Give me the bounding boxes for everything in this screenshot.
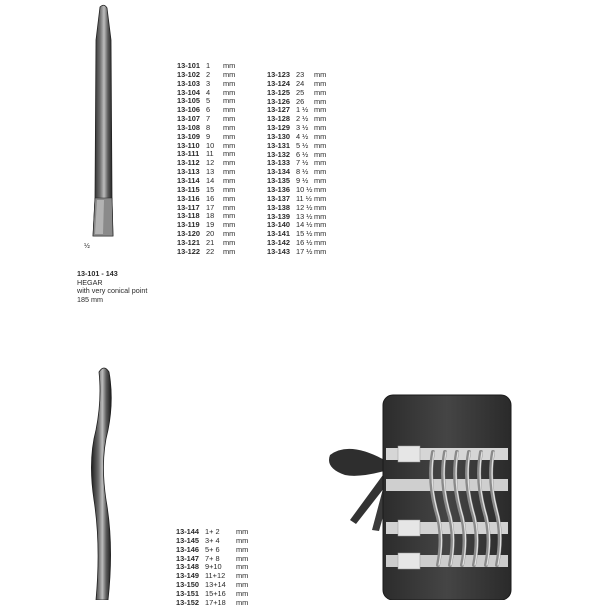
- cell-unit: mm: [314, 123, 327, 133]
- cell-size: 9: [206, 131, 211, 141]
- cell-size: 12: [206, 158, 215, 168]
- cell-unit: mm: [314, 229, 327, 239]
- cell-unit: mm: [223, 246, 236, 256]
- cell-size: 17 ½: [296, 246, 313, 256]
- hegar-dilator-image: [93, 5, 113, 236]
- cell-unit: mm: [223, 220, 236, 230]
- cell-unit: mm: [314, 96, 327, 106]
- cell-unit: mm: [223, 193, 236, 203]
- cell-code: 13-148: [176, 562, 200, 572]
- cell-size: 24: [296, 78, 305, 88]
- cell-unit: mm: [314, 193, 327, 203]
- cell-unit: mm: [314, 211, 327, 221]
- cell-code: 13-122: [177, 246, 201, 256]
- cell-code: 13-108: [177, 122, 201, 132]
- cell-code: 13-139: [267, 211, 291, 221]
- cell-size: 3 ½: [296, 123, 309, 133]
- cell-unit: mm: [236, 597, 249, 607]
- cell-size: 1 ½: [296, 105, 309, 115]
- cell-size: 13: [206, 167, 215, 177]
- cell-code: 13-141: [267, 229, 291, 239]
- cell-code: 13-134: [267, 167, 291, 177]
- cell-size: 1+ 2: [205, 527, 220, 536]
- cell-size: 19: [206, 220, 215, 230]
- cell-size: 23: [296, 70, 305, 79]
- cell-size: 8 ½: [296, 167, 309, 177]
- cell-code: 13-147: [176, 553, 200, 563]
- half-scale-mark: ½: [84, 243, 90, 250]
- cell-size: 15+16: [205, 588, 226, 598]
- cell-code: 13-150: [176, 580, 200, 590]
- cell-unit: mm: [314, 70, 327, 79]
- cell-unit: mm: [236, 553, 249, 563]
- cell-size: 11+12: [205, 571, 226, 581]
- cell-size: 21: [206, 237, 215, 247]
- product-caption: [77, 270, 147, 304]
- cell-unit: mm: [223, 78, 236, 88]
- cell-size: 13+14: [205, 580, 226, 590]
- cell-code: 13-105: [177, 96, 201, 106]
- cell-unit: mm: [223, 184, 236, 194]
- cell-unit: mm: [223, 131, 236, 141]
- cell-code: 13-126: [267, 96, 291, 106]
- cell-size: 5: [206, 96, 211, 106]
- cell-code: 13-146: [176, 544, 200, 554]
- cell-unit: mm: [314, 202, 327, 212]
- size-table-bottom: [176, 528, 250, 608]
- cell-code: 13-111: [177, 149, 200, 159]
- cell-unit: mm: [223, 158, 236, 168]
- cell-size: 2: [206, 69, 211, 79]
- cell-code: 13-113: [177, 167, 200, 177]
- cell-size: 4 ½: [296, 131, 309, 141]
- cell-code: 13-129: [267, 123, 291, 133]
- instrument-case-image: [329, 395, 511, 600]
- cell-code: 13-120: [177, 229, 201, 239]
- cell-unit: mm: [314, 114, 327, 124]
- cell-size: 12 ½: [296, 202, 313, 212]
- cell-size: 7: [206, 114, 211, 124]
- cell-code: 13-137: [267, 193, 291, 203]
- cell-unit: mm: [236, 527, 249, 536]
- cell-code: 13-103: [177, 78, 201, 88]
- cell-code: 13-151: [176, 588, 200, 598]
- size-table-right: [267, 71, 334, 257]
- cell-unit: mm: [236, 562, 249, 572]
- cell-code: 13-109: [177, 131, 201, 141]
- cell-unit: mm: [314, 167, 327, 177]
- cell-unit: mm: [314, 176, 327, 186]
- cell-code: 13-118: [177, 211, 200, 221]
- cell-code: 13-140: [267, 220, 291, 230]
- cell-size: 25: [296, 87, 305, 97]
- caption-description: with very conical point: [77, 286, 148, 296]
- cell-size: 22: [206, 246, 215, 256]
- cell-size: 2 ½: [296, 114, 309, 124]
- cell-code: 13-115: [177, 184, 200, 194]
- cell-unit: mm: [223, 149, 236, 159]
- cell-code: 13-121: [177, 237, 201, 247]
- cell-code: 13-149: [176, 571, 200, 581]
- cell-unit: mm: [223, 237, 236, 247]
- cell-unit: mm: [223, 122, 236, 132]
- cell-code: 13-102: [177, 69, 201, 79]
- table-row: [267, 248, 334, 257]
- cell-code: 13-116: [177, 193, 200, 203]
- cell-unit: mm: [314, 87, 327, 97]
- cell-code: 13-101: [177, 61, 201, 70]
- caption-length: 185 mm: [77, 294, 103, 304]
- cell-code: 13-119: [177, 220, 200, 230]
- cell-size: 6 ½: [296, 149, 309, 159]
- cell-code: 13-142: [267, 238, 291, 248]
- cell-size: 14: [206, 175, 215, 185]
- cell-unit: mm: [314, 238, 327, 248]
- cell-size: 9 ½: [296, 176, 309, 186]
- cell-code: 13-112: [177, 158, 200, 168]
- cell-code: 13-106: [177, 105, 201, 115]
- cell-size: 8: [206, 122, 211, 132]
- cell-unit: mm: [223, 87, 236, 97]
- cell-unit: mm: [314, 131, 327, 141]
- table-row: [177, 248, 243, 257]
- cell-size: 11 ½: [296, 193, 312, 203]
- cell-unit: mm: [236, 571, 249, 581]
- caption-code-range: 13-101 - 143: [77, 269, 118, 278]
- cell-size: 16 ½: [296, 238, 313, 248]
- cell-code: 13-127: [267, 105, 291, 115]
- cell-unit: mm: [223, 211, 236, 221]
- cell-size: 3+ 4: [205, 535, 220, 545]
- cell-code: 13-117: [177, 202, 200, 212]
- cell-size: 5+ 6: [205, 544, 220, 554]
- cell-code: 13-145: [176, 535, 200, 545]
- cell-size: 14 ½: [296, 220, 313, 230]
- cell-unit: mm: [314, 140, 327, 150]
- cell-size: 16: [206, 193, 215, 203]
- cell-size: 15: [206, 184, 215, 194]
- cell-code: 13-125: [267, 87, 291, 97]
- cell-code: 13-104: [177, 87, 201, 97]
- cell-size: 11: [206, 149, 214, 159]
- cell-unit: mm: [314, 246, 327, 256]
- cell-size: 7+ 8: [205, 553, 220, 563]
- cell-unit: mm: [236, 588, 249, 598]
- cell-unit: mm: [223, 96, 236, 106]
- cell-code: 13-144: [176, 527, 200, 536]
- cell-code: 13-133: [267, 158, 291, 168]
- cell-size: 13 ½: [296, 211, 313, 221]
- cell-unit: mm: [314, 149, 327, 159]
- cell-code: 13-110: [177, 140, 200, 150]
- size-table-left: [177, 62, 243, 257]
- cell-size: 9+10: [205, 562, 222, 572]
- cell-code: 13-114: [177, 175, 200, 185]
- cell-size: 7 ½: [296, 158, 309, 168]
- cell-size: 26: [296, 96, 305, 106]
- cell-code: 13-123: [267, 70, 291, 79]
- cell-unit: mm: [314, 184, 327, 194]
- cell-code: 13-138: [267, 202, 291, 212]
- cell-size: 20: [206, 229, 215, 239]
- cell-unit: mm: [223, 69, 236, 79]
- cell-code: 13-130: [267, 131, 291, 141]
- cell-unit: mm: [314, 105, 327, 115]
- cell-code: 13-152: [176, 597, 200, 607]
- cell-code: 13-143: [267, 246, 291, 256]
- cell-code: 13-131: [267, 140, 291, 150]
- cell-code: 13-132: [267, 149, 291, 159]
- cell-unit: mm: [314, 78, 327, 88]
- cell-size: 15 ½: [296, 229, 313, 239]
- cell-code: 13-124: [267, 78, 291, 88]
- cell-code: 13-107: [177, 114, 201, 124]
- cell-unit: mm: [236, 535, 249, 545]
- cell-size: 6: [206, 105, 211, 115]
- cell-unit: mm: [236, 544, 249, 554]
- cell-unit: mm: [223, 105, 236, 115]
- cell-unit: mm: [314, 220, 327, 230]
- cell-unit: mm: [223, 61, 236, 70]
- cell-size: 18: [206, 211, 215, 221]
- cell-code: 13-128: [267, 114, 291, 124]
- double-ended-dilator-image: [91, 368, 111, 600]
- cell-size: 1: [206, 61, 211, 70]
- cell-size: 4: [206, 87, 211, 97]
- cell-unit: mm: [223, 167, 236, 177]
- cell-unit: mm: [223, 229, 236, 239]
- cell-size: 5 ½: [296, 140, 309, 150]
- cell-size: 17+18: [205, 597, 226, 607]
- cell-unit: mm: [223, 114, 236, 124]
- cell-unit: mm: [223, 140, 236, 150]
- cell-unit: mm: [314, 158, 327, 168]
- cell-size: 10 ½: [296, 184, 313, 194]
- cell-code: 13-135: [267, 176, 291, 186]
- cell-size: 3: [206, 78, 211, 88]
- cell-size: 17: [206, 202, 215, 212]
- table-row: [176, 599, 250, 608]
- cell-size: 10: [206, 140, 215, 150]
- cell-unit: mm: [223, 175, 236, 185]
- caption-name: HEGAR: [77, 277, 103, 287]
- cell-unit: mm: [223, 202, 236, 212]
- cell-code: 13-136: [267, 184, 291, 194]
- cell-unit: mm: [236, 580, 249, 590]
